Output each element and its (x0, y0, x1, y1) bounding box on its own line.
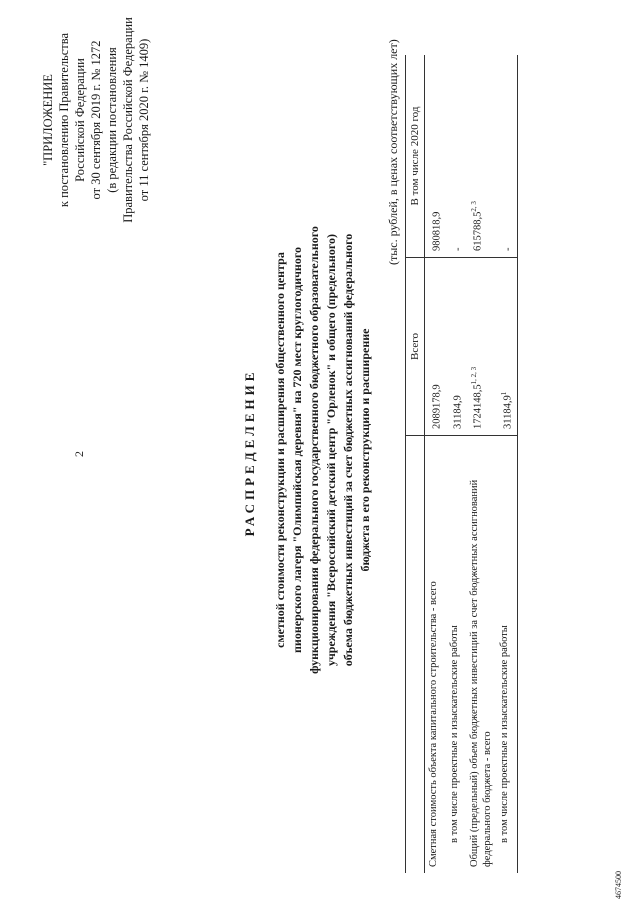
header-label (406, 436, 425, 874)
total-value: 31184,9 (502, 395, 514, 429)
document-stamp: 4674500 (614, 871, 623, 899)
year-value: 980818,9 (431, 211, 443, 251)
row-total (425, 258, 446, 436)
row-year (425, 55, 446, 258)
total-footnote: 1 (500, 391, 508, 396)
annex-line: "ПРИЛОЖЕНИЕ (41, 74, 55, 166)
year-value: 615788,5 (472, 211, 484, 251)
table-row (446, 55, 467, 873)
document-subtitle: сметной стоимости реконструкции и расширения общественного центра пионерского лагеря "Олимпийская деревня" на 720 мест круглогодичного функционирования федерального государственного бюджетного образовательного учреждения "Всероссийский детский центр "Орленок" и общего (предельного) объема бюджетных инвестиций за счет бюджетных ассигнований федерального бюджета в его реконструкцию и расширение (273, 226, 372, 674)
row-label: в том числе проектные и изыскательские работы (496, 436, 517, 874)
year-value: - (452, 247, 463, 251)
row-label: в том числе проектные и изыскательские работы (446, 436, 467, 874)
table-row (466, 55, 496, 873)
total-footnote: 1, 2, 3 (470, 366, 478, 385)
annex-line: (в редакции постановления (105, 47, 119, 193)
row-total (496, 258, 517, 436)
annex-line: от 11 сентября 2020 г. № 1409) (137, 38, 151, 202)
page-number: 2 (72, 451, 86, 457)
row-total (466, 258, 496, 436)
total-value: 2089178,9 (431, 384, 443, 429)
annex-block (40, 5, 152, 235)
header-total: Всего (406, 258, 425, 436)
annex-line: Российской Федерации (73, 58, 87, 182)
row-year (496, 55, 517, 258)
annex-line: к постановлению Правительства (57, 32, 71, 208)
distribution-table (405, 55, 518, 873)
year-value: - (502, 247, 514, 251)
total-value: 31184,9 (452, 395, 463, 429)
annex-line: от 30 сентября 2019 г. № 1272 (89, 40, 103, 200)
units-note: (тыс. рублей, в ценах соответствующих лет) (386, 39, 400, 265)
document-title: РАСПРЕДЕЛЕНИЕ (242, 368, 257, 537)
table-row (496, 55, 517, 873)
table-row (425, 55, 446, 873)
table-header-row (406, 55, 425, 873)
row-year (446, 55, 467, 258)
row-label: Общий (предельный) объем бюджетных инвестиций за счет бюджетных ассигнований федерального бюджета - всего (466, 436, 496, 874)
header-year: В том числе 2020 год (406, 55, 425, 258)
row-label: Сметная стоимость объекта капитального строительства - всего (425, 436, 446, 874)
row-total (446, 258, 467, 436)
row-year (466, 55, 496, 258)
year-footnote: 2, 3 (470, 201, 478, 212)
total-value: 1724148,5 (472, 384, 484, 429)
annex-line: Правительства Российской Федерации (121, 17, 135, 223)
